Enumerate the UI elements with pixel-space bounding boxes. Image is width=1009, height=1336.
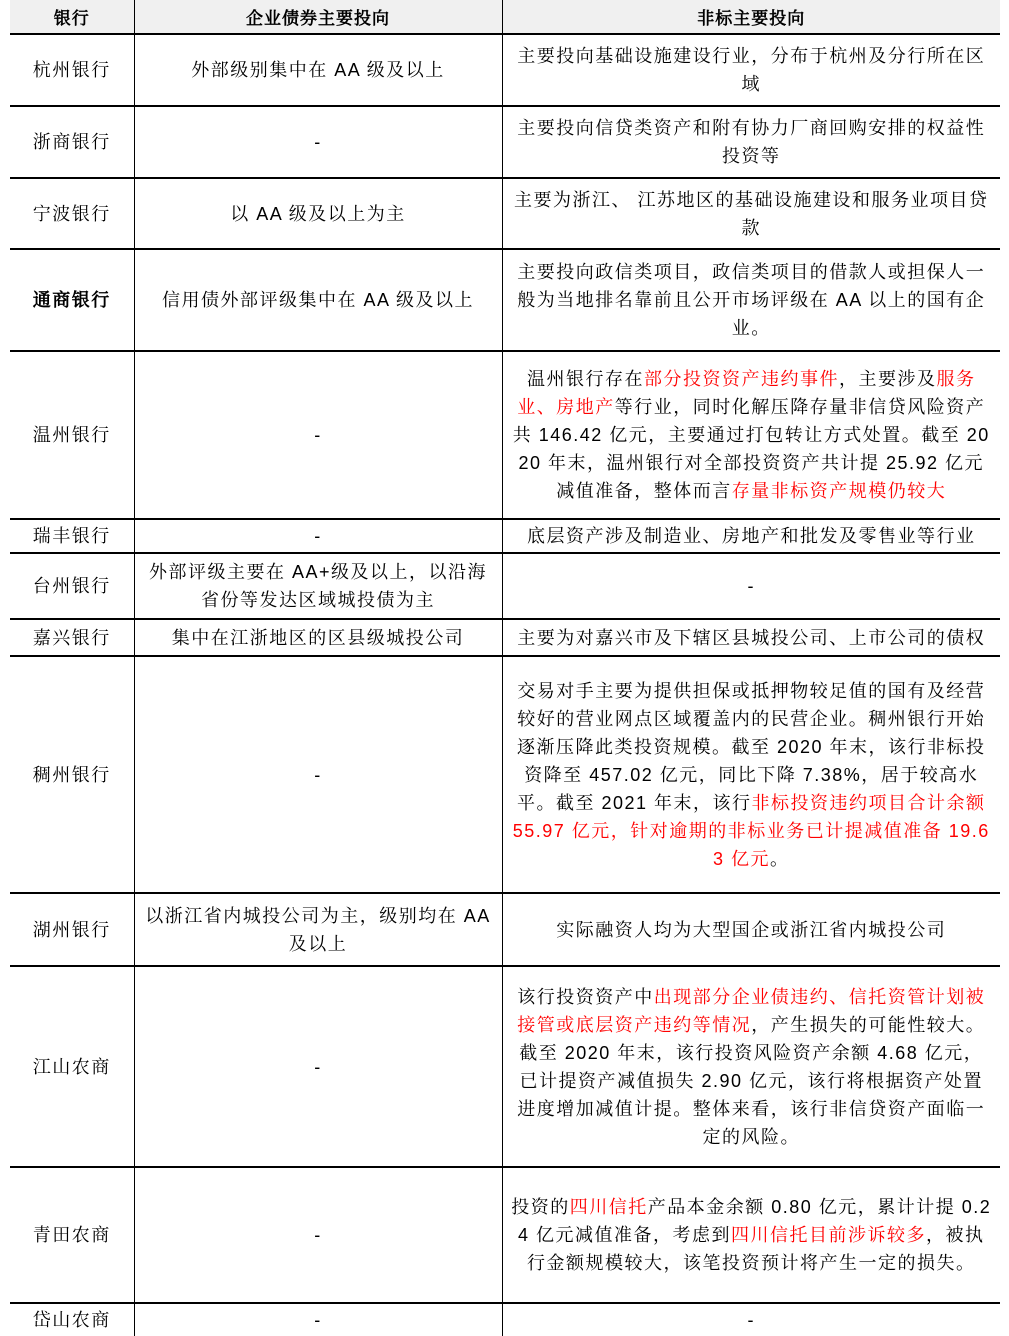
table-row (10, 619, 1000, 656)
nonstandard-investment-cell (502, 893, 1000, 966)
bank-name-cell: 江山农商 (10, 966, 134, 1167)
bank-name-cell: 嘉兴银行 (10, 619, 134, 656)
text-segment: ，产生损失的可能性较大。截至 2020 年末，该行投资风险资产余额 4.68 亿元，已计提资产减值损失 2.90 亿元，该行将根据资产处置进度增加减值计提。整体来看，该行非信贷资产面临一定的风险。 (517, 1014, 986, 1147)
table-row (10, 106, 1000, 178)
text-segment: 底层资产涉及制造业、房地产和批发及零售业等行业 (527, 526, 976, 546)
table-row (10, 178, 1000, 249)
bank-name-cell: 瑞丰银行 (10, 519, 134, 553)
bank-name-cell: 通商银行 (10, 249, 134, 351)
table-row (10, 249, 1000, 351)
text-segment: 该行投资资产中 (517, 986, 654, 1007)
text-segment: 温州银行存在 (527, 369, 644, 389)
table-row (10, 966, 1000, 1167)
header-row (10, 0, 1000, 34)
text-segment: 以浙江省内城投公司为主，级别均在 AA 及以上 (145, 905, 491, 954)
risk-highlight-text: 出现部分企业债违约、信托资管计划被接管或底层资产违约等情况 (517, 986, 986, 1035)
risk-highlight-text: 部分投资资产违约事件 (644, 369, 839, 389)
table-header (10, 0, 1000, 34)
risk-highlight-text: 存量非标资产规模仍较大 (731, 481, 947, 501)
risk-highlight-text: 四川信托目前涉诉较多 (731, 1225, 926, 1245)
nonstandard-investment-cell (502, 106, 1000, 178)
bond-investment-cell (134, 351, 502, 519)
text-segment: 主要为浙江、 江苏地区的基础设施建设和服务业项目贷款 (514, 189, 989, 238)
risk-highlight-text: 非标投资违约项目合计余额 55.97 亿元，针对逾期的非标业务已计提减值准备 19.63 亿元 (512, 792, 990, 869)
table-row (10, 1303, 1000, 1336)
col-header-bank: 银行 (10, 0, 134, 34)
text-segment: - (314, 1310, 322, 1330)
text-segment: 主要投向信贷类资产和附有协力厂商回购安排的权益性投资等 (517, 118, 986, 166)
nonstandard-investment-cell (502, 351, 1000, 519)
table-row (10, 519, 1000, 553)
bond-investment-cell (134, 106, 502, 178)
text-segment: ，主要涉及 (839, 369, 937, 389)
text-segment: 产品本金余额 0.80 亿元，累计计提 0.24 亿元减值准备，考虑到 (517, 1197, 992, 1245)
text-segment: 外部评级主要在 AA+级及以上，以沿海省份等发达区域城投债为主 (148, 562, 488, 610)
bank-name-cell: 温州银行 (10, 351, 134, 519)
nonstandard-investment-cell (502, 249, 1000, 351)
nonstandard-investment-cell (502, 34, 1000, 106)
bond-investment-cell (134, 656, 502, 893)
nonstandard-investment-cell (502, 519, 1000, 553)
text-segment: 主要为对嘉兴市及下辖区县城投公司、上市公司的债权 (517, 627, 986, 648)
text-segment: - (314, 526, 322, 546)
bond-investment-cell (134, 893, 502, 966)
table-row (10, 34, 1000, 106)
bank-name-cell: 湖州银行 (10, 893, 134, 966)
text-segment: 外部级别集中在 AA 级及以上 (191, 60, 445, 80)
text-segment: 。 (770, 848, 790, 869)
bond-investment-cell (134, 619, 502, 656)
text-segment: 投资的 (511, 1197, 570, 1217)
bank-name-cell: 岱山农商 (32, 1310, 111, 1330)
text-segment: 信用债外部评级集中在 AA 级及以上 (161, 290, 475, 310)
bond-investment-cell (134, 966, 502, 1167)
table-row (10, 351, 1000, 519)
text-segment: - (747, 576, 755, 596)
bank-name-cell: 台州银行 (10, 553, 134, 619)
bank-name-cell: 宁波银行 (10, 178, 134, 249)
text-segment: 以 AA 级及以上为主 (230, 203, 406, 224)
table-body (10, 34, 1000, 1336)
table-row (10, 1167, 1000, 1303)
text-segment: 实际融资人均为大型国企或浙江省内城投公司 (556, 919, 947, 940)
text-segment: - (314, 764, 322, 785)
bond-investment-cell (134, 178, 502, 249)
text-segment: 等行业，同时化解压降存量非信贷风险资产共 146.42 亿元，主要通过打包转让方式处置。截至 2020 年末，温州银行对全部投资资产共计提 25.92 亿元减值准备，整体而言 (512, 397, 990, 501)
nonstandard-investment-cell (502, 1167, 1000, 1303)
bank-name-cell: 杭州银行 (10, 34, 134, 106)
text-segment: 主要投向政信类项目，政信类项目的借款人或担保人一般为当地排名靠前且公开市场评级在 AA 以上的国有企业。 (517, 262, 986, 338)
col-header-nonstandard-investment: 非标主要投向 (502, 0, 1000, 34)
text-segment: - (314, 132, 322, 152)
text-segment: 集中在江浙地区的区县级城投公司 (171, 627, 465, 648)
bond-investment-cell (134, 249, 502, 351)
text-segment: - (747, 1310, 755, 1330)
text-segment: - (314, 425, 322, 445)
bond-investment-cell (134, 553, 502, 619)
text-segment: ，被执行金额规模较大，该笔投资预计将产生一定的损失。 (527, 1225, 985, 1273)
bank-name-cell: 青田农商 (10, 1167, 134, 1303)
bond-investment-cell (134, 519, 502, 553)
nonstandard-investment-cell (502, 619, 1000, 656)
bank-name-cell: 浙商银行 (10, 106, 134, 178)
text-segment: 交易对手主要为提供担保或抵押物较足值的国有及经营较好的营业网点区域覆盖内的民营企业。稠州银行开始逐渐压降此类投资规模。截至 2020 年末，该行非标投资降至 457.02 亿元，同比下降 7.38%，居于较高水平。截至 2021 年末，该行 (516, 680, 986, 813)
nonstandard-investment-cell (502, 178, 1000, 249)
table-row (10, 893, 1000, 966)
bond-investment-cell (134, 1303, 502, 1336)
bank-investment-table (10, 0, 1000, 1336)
nonstandard-investment-cell (502, 1303, 1000, 1336)
text-segment: 主要投向基础设施建设行业，分布于杭州及分行所在区域 (517, 46, 986, 94)
text-segment: - (314, 1225, 322, 1245)
table-row (10, 553, 1000, 619)
bank-name-cell: 稠州银行 (10, 656, 134, 893)
risk-highlight-text: 服务业、房地产 (517, 369, 976, 417)
col-header-bond-investment: 企业债券主要投向 (134, 0, 502, 34)
risk-highlight-text: 四川信托 (569, 1197, 648, 1217)
bond-investment-cell (134, 34, 502, 106)
nonstandard-investment-cell (502, 656, 1000, 893)
bond-investment-cell (134, 1167, 502, 1303)
text-segment: - (314, 1056, 322, 1077)
table-row (10, 656, 1000, 893)
nonstandard-investment-cell (502, 553, 1000, 619)
nonstandard-investment-cell (502, 966, 1000, 1167)
